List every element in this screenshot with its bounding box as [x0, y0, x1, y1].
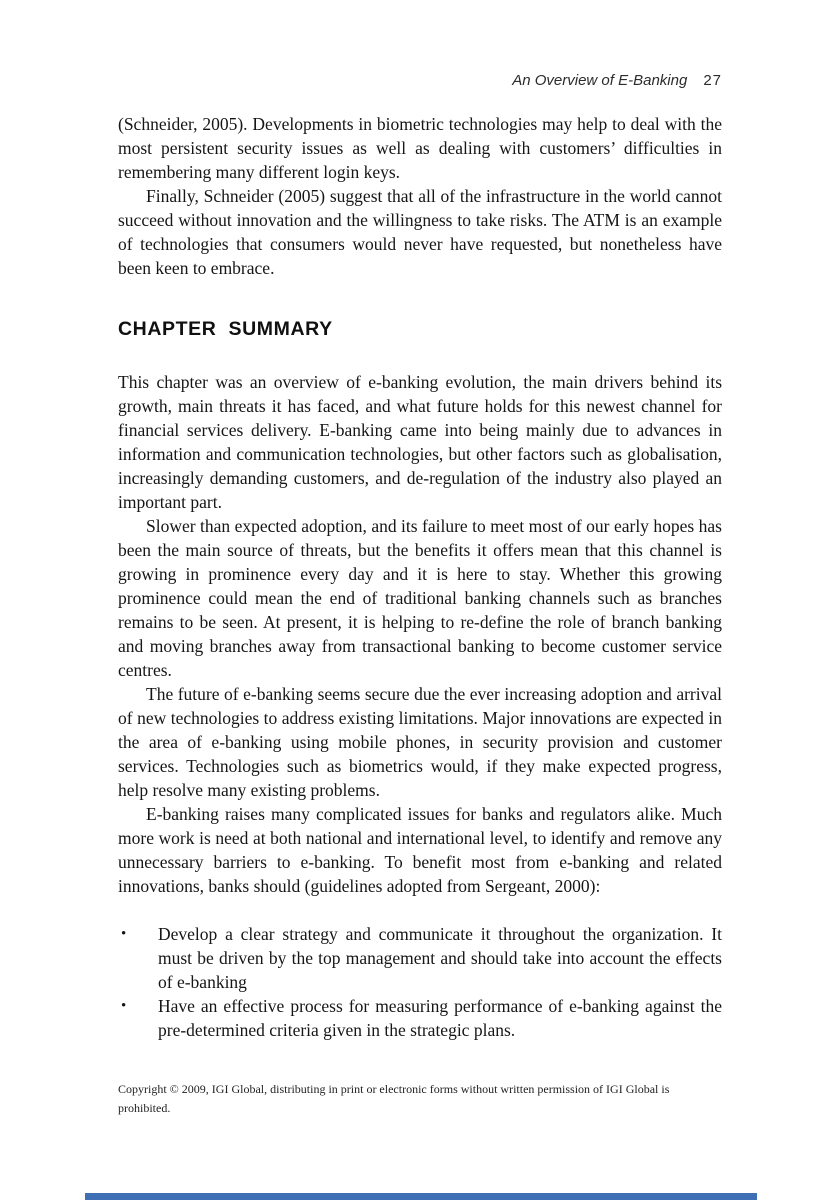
list-item	[118, 922, 722, 994]
paragraph-ebanking-issues: E-banking raises many complicated issues for banks and regulators alike. Much more work is need at both national and international level, to identify and remove any unnecessary barriers to e-banking. To benefit most from e-banking and related innovations, banks should (guidelines adopted from Sergeant, 2000):	[118, 804, 722, 896]
copyright-footer: Copyright © 2009, IGI Global, distributing in print or electronic forms without written permission of IGI Global is prohibited.	[118, 1082, 670, 1115]
paragraph-future-of-ebanking: The future of e-banking seems secure due the ever increasing adoption and arrival of new technologies to address existing limitations. Major innovations are expected in the area of e-banking using mobile phones, in security provision and customer services. Technologies such as biometrics would, if they make expected progress, help resolve many existing problems.	[118, 684, 722, 800]
list-item	[118, 994, 722, 1042]
page-number: 27	[703, 72, 722, 89]
paragraph-slower-adoption: Slower than expected adoption, and its failure to meet most of our early hopes has been the main source of threats, but the benefits it offers mean that this channel is growing in prominence every day and it is here to stay. Whether this growing prominence could mean the end of traditional banking channels such as branches remains to be seen. At present, it is helping to re-define the role of branch banking and moving branches away from transactional banking to become customer service centres.	[118, 516, 722, 680]
section-heading-chapter-summary: CHAPTER SUMMARY	[118, 318, 333, 340]
bullet-text-strategy: Develop a clear strategy and communicate it throughout the organization. It must be driven by the top management and should take into account the effects of e-banking	[158, 924, 722, 992]
body-column	[118, 112, 722, 1042]
bullet-text-measuring-performance: Have an effective process for measuring performance of e-banking against the pre-determined criteria given in the strategic plans.	[158, 996, 722, 1040]
bottom-accent-bar	[85, 1193, 757, 1200]
bullet-icon: •	[121, 998, 127, 1014]
running-head	[118, 72, 722, 89]
paragraph-chapter-overview: This chapter was an overview of e-banking evolution, the main drivers behind its growth, main threats it has faced, and what future holds for this newest channel for financial services delivery. E-banking came into being mainly due to advances in information and communication technologies, but other factors such as globalisation, increasingly demanding customers, and de-regulation of the industry also played an important part.	[118, 372, 722, 512]
bullet-icon: •	[121, 926, 127, 942]
paragraph-finally-schneider: Finally, Schneider (2005) suggest that all of the infrastructure in the world cannot succeed without innovation and the willingness to take risks. The ATM is an example of technologies that consumers would never have requested, but nonetheless have been keen to embrace.	[118, 186, 722, 278]
paragraph-schneider-biometrics: (Schneider, 2005). Developments in biometric technologies may help to deal with the most persistent security issues as well as dealing with customers’ difficulties in remembering many different login keys.	[118, 114, 722, 182]
running-head-title: An Overview of E-Banking	[512, 72, 688, 89]
guidelines-bullet-list	[118, 922, 722, 1042]
